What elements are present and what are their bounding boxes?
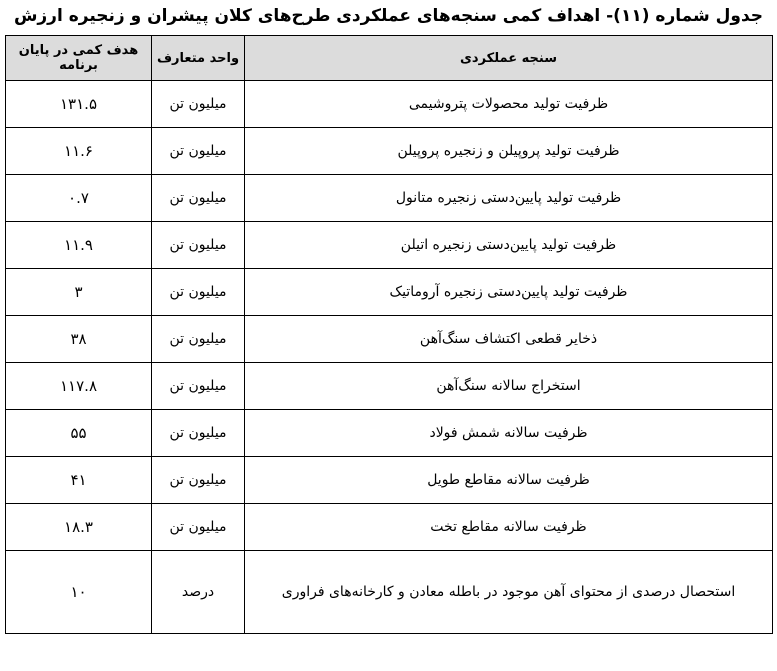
table-row (6, 316, 773, 363)
header-unit: واحد متعارف (152, 36, 245, 81)
unit-cell: درصد (152, 551, 245, 634)
table-row (6, 128, 773, 175)
table-header-row (6, 36, 773, 81)
table-row (6, 175, 773, 222)
metric-cell: ظرفیت تولید پایین‌دستی زنجیره اتیلن (245, 222, 773, 269)
table-row (6, 504, 773, 551)
unit-cell: میلیون تن (152, 410, 245, 457)
unit-cell: میلیون تن (152, 222, 245, 269)
metric-cell: ظرفیت سالانه مقاطع طویل (245, 457, 773, 504)
table-row (6, 222, 773, 269)
metric-cell: استحصال درصدی از محتوای آهن موجود در باطله معادن و کارخانه‌های فراوری (245, 551, 773, 634)
header-target: هدف کمی در پایان برنامه (6, 36, 152, 81)
table-row (6, 551, 773, 634)
metric-cell: ظرفیت سالانه شمش فولاد (245, 410, 773, 457)
target-cell: ۱۰ (6, 551, 152, 634)
target-cell: ۱۳۱.۵ (6, 81, 152, 128)
metric-cell: ظرفیت سالانه مقاطع تخت (245, 504, 773, 551)
performance-metrics-table (5, 35, 773, 634)
target-cell: ۱۱.۹ (6, 222, 152, 269)
metric-cell: ظرفیت تولید پایین‌دستی زنجیره متانول (245, 175, 773, 222)
unit-cell: میلیون تن (152, 269, 245, 316)
target-cell: ۱۸.۳ (6, 504, 152, 551)
target-cell: ۱۱۷.۸ (6, 363, 152, 410)
unit-cell: میلیون تن (152, 504, 245, 551)
target-cell: ۵۵ (6, 410, 152, 457)
table-title: جدول شماره (۱۱)- اهداف کمی سنجه‌های عملکردی طرح‌های کلان پیشران و زنجیره ارزش (13, 6, 764, 26)
unit-cell: میلیون تن (152, 175, 245, 222)
target-cell: ۴۱ (6, 457, 152, 504)
metric-cell: استخراج سالانه سنگ‌آهن (245, 363, 773, 410)
table-row (6, 457, 773, 504)
table-row (6, 410, 773, 457)
metric-cell: ظرفیت تولید محصولات پتروشیمی (245, 81, 773, 128)
table-row (6, 81, 773, 128)
unit-cell: میلیون تن (152, 363, 245, 410)
unit-cell: میلیون تن (152, 128, 245, 175)
header-metric: سنجه عملکردی (245, 36, 773, 81)
target-cell: ۰.۷ (6, 175, 152, 222)
metric-cell: ذخایر قطعی اکتشاف سنگ‌آهن (245, 316, 773, 363)
metric-cell: ظرفیت تولید پروپیلن و زنجیره پروپیلن (245, 128, 773, 175)
unit-cell: میلیون تن (152, 81, 245, 128)
metric-cell: ظرفیت تولید پایین‌دستی زنجیره آروماتیک (245, 269, 773, 316)
table-row (6, 363, 773, 410)
unit-cell: میلیون تن (152, 316, 245, 363)
target-cell: ۳ (6, 269, 152, 316)
table-row (6, 269, 773, 316)
unit-cell: میلیون تن (152, 457, 245, 504)
target-cell: ۳۸ (6, 316, 152, 363)
target-cell: ۱۱.۶ (6, 128, 152, 175)
